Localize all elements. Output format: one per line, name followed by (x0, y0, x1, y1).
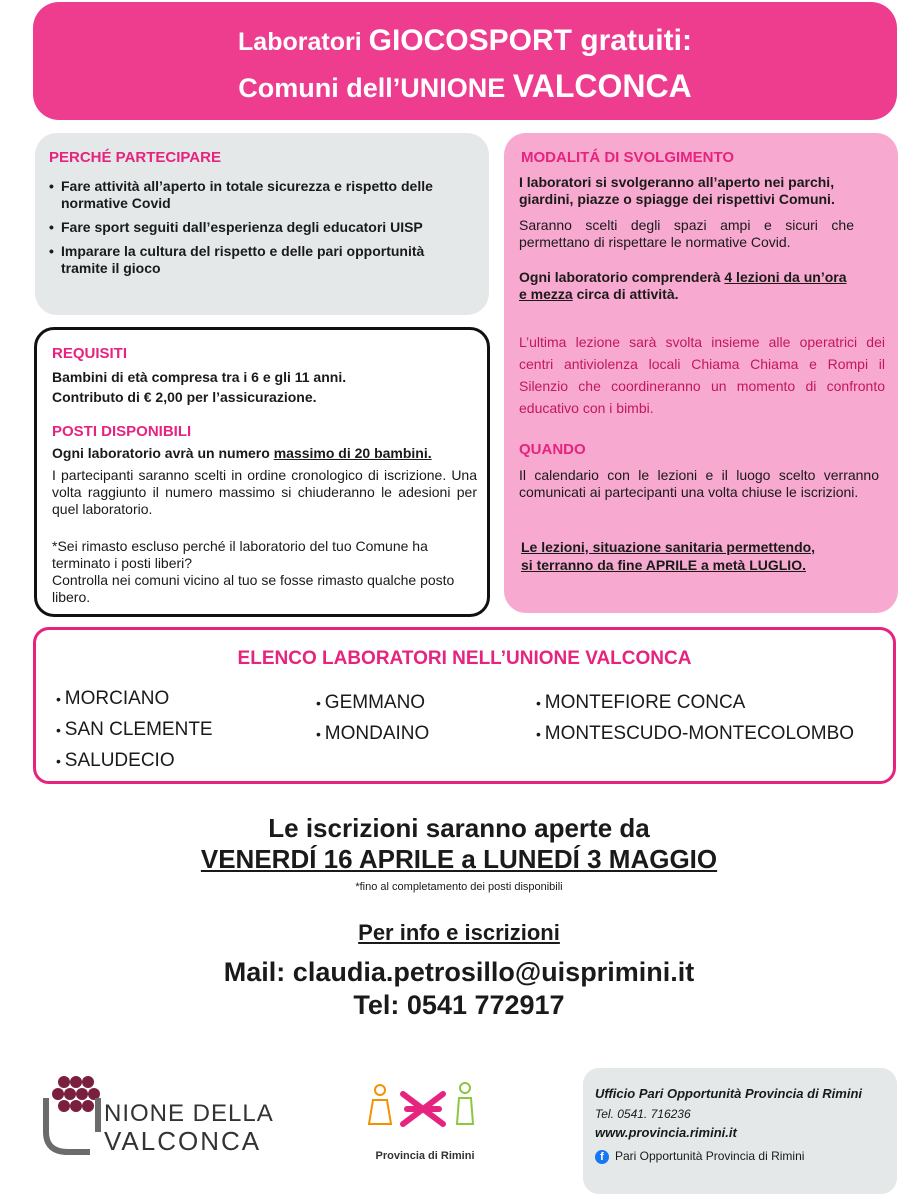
places-lead: Ogni laboratorio avrà un numero massimo di 20 bambini. (52, 445, 432, 461)
office-site[interactable]: www.provincia.rimini.it (595, 1125, 737, 1140)
unione-valconca-logo (38, 1070, 288, 1160)
why-title: PERCHÉ PARTECIPARE (49, 149, 221, 166)
why-item: • Fare sport seguiti dall’esperienza degli educatori UISP (49, 219, 474, 236)
requirements-fee: Contributo di € 2,00 per l’assicurazione. (52, 389, 317, 405)
registration-line-1: Le iscrizioni saranno aperte da (268, 813, 650, 843)
unione-logo-line-1: NIONE DELLA (104, 1100, 274, 1127)
list-item: • SAN CLEMENTE (56, 719, 213, 741)
places-excluded-text: *Sei rimasto escluso perché il laboratorio del tuo Comune ha terminato i posti liberi? (52, 538, 428, 571)
unione-logo-line-2: VALCONCA (104, 1126, 262, 1156)
title-banner (33, 2, 897, 120)
office-tel: Tel. 0541. 716236 (595, 1107, 691, 1121)
why-item: • Imparare la cultura del rispetto e delle pari opportunità tramite il gioco (49, 243, 474, 277)
when-calendar-text: Il calendario con le lezioni e il luogo scelto verranno comunicati ai partecipanti una volta chiuse le iscrizioni. (519, 467, 879, 500)
when-period-line-2: si terranno da fine APRILE a metà LUGLIO. (521, 557, 806, 573)
requirements-title: REQUISITI (52, 345, 128, 362)
registration-dates: VENERDÍ 16 APRILE a LUNEDÍ 3 MAGGIO (200, 844, 718, 874)
provincia-logo-mark-icon (335, 1062, 515, 1142)
when-period-line-1: Le lezioni, situazione sanitaria permettendo, (521, 539, 816, 555)
facebook-icon: f (595, 1150, 609, 1164)
mode-spaces-text: Saranno scelti degli spazi ampi e sicuri che permettano di rispettare le normative Covid. (519, 217, 854, 250)
mode-title: MODALITÁ DI SVOLGIMENTO (521, 149, 735, 166)
list-item: • MORCIANO (56, 688, 169, 710)
office-name: Ufficio Pari Opportunità Provincia di Rimini (595, 1086, 863, 1101)
why-item: • Fare attività all’aperto in totale sicurezza e rispetto delle normative Covid (49, 178, 474, 212)
why-participate-box (35, 133, 489, 315)
provincia-rimini-logo (335, 1062, 515, 1172)
list-item: • MONDAINO (316, 723, 429, 745)
office-facebook[interactable]: Pari Opportunità Provincia di Rimini (615, 1149, 805, 1163)
list-item: • SALUDECIO (56, 750, 175, 772)
mode-location-text: I laboratori si svolgeranno all’aperto nei parchi, giardini, piazze o spiagge dei rispettivi Comuni. (519, 174, 835, 207)
list-item: • MONTESCUDO-MONTECOLOMBO (536, 723, 854, 745)
mode-box (504, 133, 898, 613)
registration-note: *fino al completamento dei posti disponibili (355, 881, 563, 893)
labs-list-title: ELENCO LABORATORI NELL’UNIONE VALCONCA (237, 648, 692, 669)
places-order-text: I partecipanti saranno scelti in ordine cronologico di iscrizione. Una volta raggiunto il numero massimo si chiuderanno le adesioni per quel laboratorio. (52, 467, 477, 517)
title-line-2: Comuni dell’UNIONE VALCONCA (238, 68, 692, 104)
info-mail: Mail: claudia.petrosillo@uisprimini.it (223, 957, 695, 987)
info-tel: Tel: 0541 772917 (353, 990, 565, 1020)
office-contact-box (583, 1068, 897, 1194)
when-title: QUANDO (519, 441, 586, 458)
labs-list-box (33, 627, 896, 784)
places-title: POSTI DISPONIBILI (52, 423, 192, 440)
provincia-logo-label: Provincia di Rimini (375, 1150, 475, 1162)
info-title: Per info e iscrizioni (358, 920, 560, 945)
list-item: • GEMMANO (316, 692, 425, 714)
list-item: • MONTEFIORE CONCA (536, 692, 745, 714)
places-check-text: Controlla nei comuni vicino al tuo se fosse rimasto qualche posto libero. (52, 572, 455, 605)
requirements-age: Bambini di età compresa tra i 6 e gli 11 anni. (52, 369, 347, 385)
mode-lessons-text: Ogni laboratorio comprenderà 4 lezioni da un’ora e mezza circa di attività. (519, 269, 847, 302)
mode-last-lesson-text: L’ultima lezione sarà svolta insieme alle operatrici dei centri antiviolenza locali Chiama Chiama e Rompi il Silenzio che coordineranno un momento di confronto educativo con i bimbi. (519, 334, 885, 416)
why-list (49, 178, 474, 284)
title-line-1: Laboratori GIOCOSPORT gratuiti: (238, 24, 692, 57)
requirements-box (34, 327, 490, 617)
